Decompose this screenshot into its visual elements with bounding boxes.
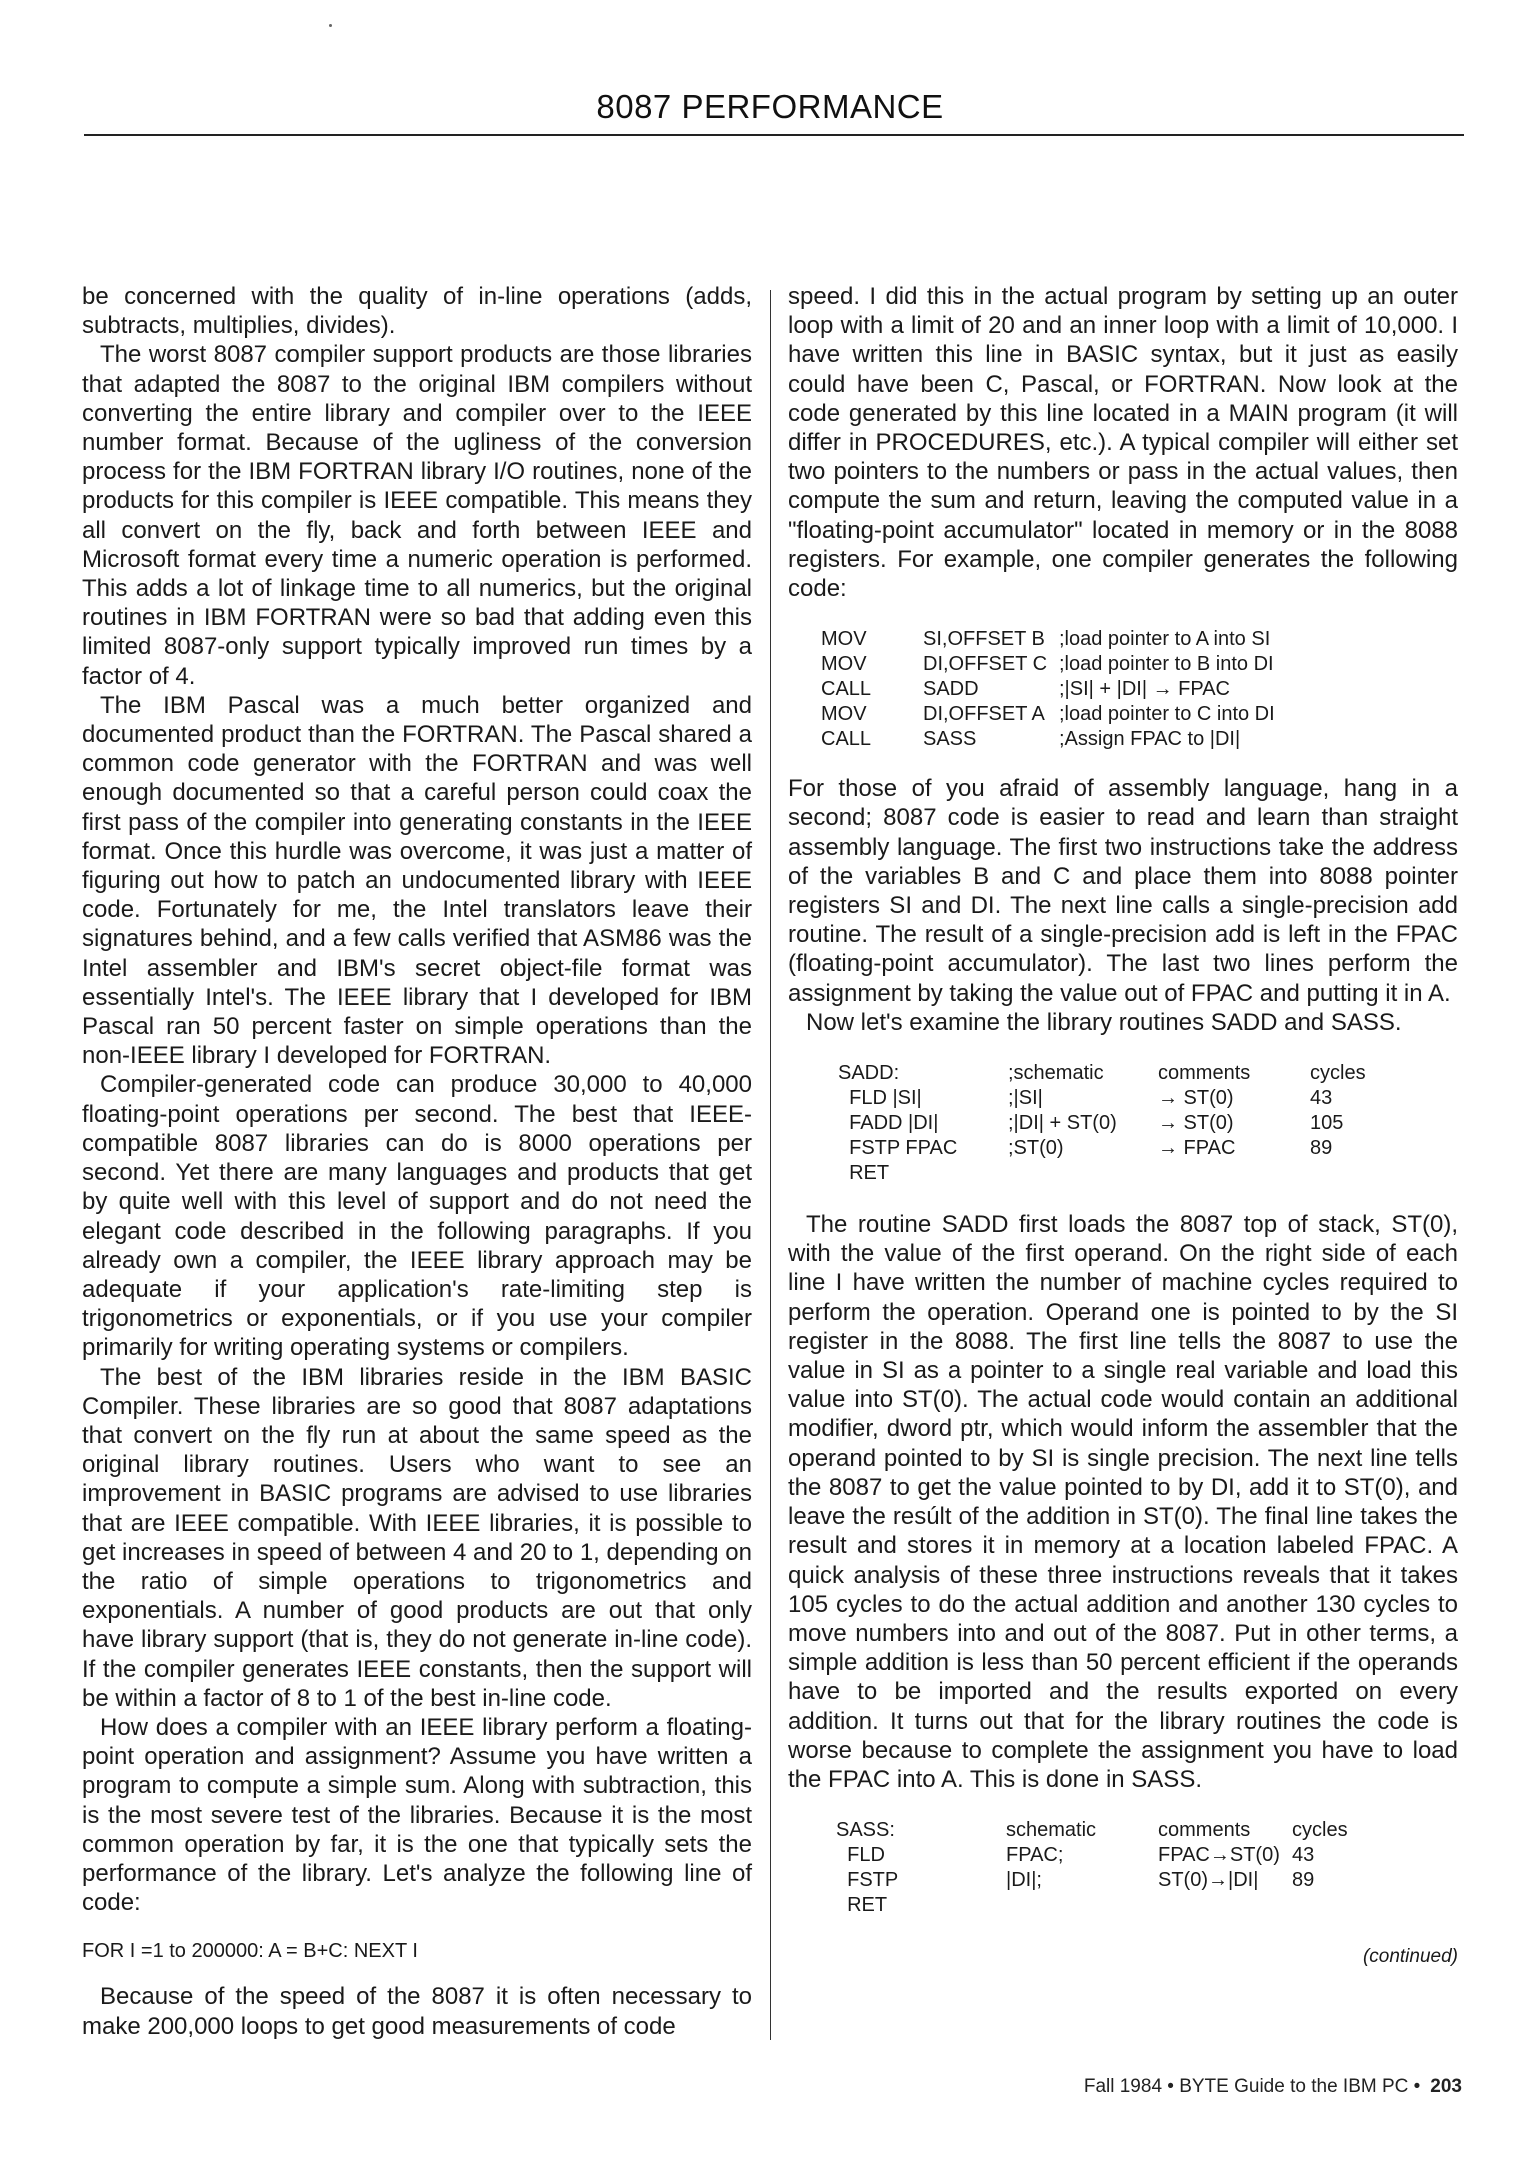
page-number: 203 xyxy=(1430,2076,1462,2097)
footer-text: Fall 1984 • BYTE Guide to the IBM PC • xyxy=(1083,2076,1421,2097)
table-row: FLD FPAC; FPAC→ST(0) 43 xyxy=(836,1844,1315,1867)
paragraph: The best of the IBM libraries reside in the IBM BASIC Compiler. These libraries are so good that 8087 adaptations that convert on the fly run at about the same speed as the original library routines. Users who want to see an improvement in BASIC programs are advised to use libraries that are IEEE compatible. With IEEE libraries, it is possible to get increases in speed of between 4 and 20 to 1, depending on the ratio of simple operations to trigonometrics and exponentials. A number of good products are out that only have library support (that is, they do not generate in-line code). If the compiler generates IEEE constants, then the support will be within a factor of 8 to 1 of the best in-line code. xyxy=(82,1363,752,1712)
assembly-listing xyxy=(788,627,1458,752)
code-row: MOV DI,OFFSET A ;load pointer to C into DI xyxy=(821,703,1275,726)
table-row: FSTP |DI|; ST(0)→|DI| 89 xyxy=(836,1869,1315,1892)
code-row: MOV SI,OFFSET B ;load pointer to A into SI xyxy=(821,628,1271,651)
paragraph: Compiler-generated code can produce 30,000 to 40,000 floating-point operations per second. The best that IEEE-compatible 8087 libraries can do is 8000 operations per second. Yet there are many languages and products that get by quite well with this level of support and do not need the elegant code described in the following paragraphs. If you already own a compiler, the IEEE library approach may be adequate if your application's rate-limiting step is trigonometrics or exponentials, or if you use your compiler primarily for writing operating systems or compilers. xyxy=(82,1071,752,1362)
table-row: SASS: schematic comments cycles xyxy=(836,1819,1348,1842)
table-row: RET xyxy=(838,1162,890,1185)
sadd-table xyxy=(788,1061,1458,1186)
speck xyxy=(329,24,332,27)
column-divider xyxy=(770,290,771,2040)
left-column xyxy=(82,282,752,2041)
code-line: FOR I =1 to 200000: A = B+C: NEXT I xyxy=(82,1940,418,1963)
paragraph: The routine SADD first loads the 8087 top of stack, ST(0), with the value of the first operand. On the right side of each line I have written the number of machine cycles required to perform the operation. Operand one is pointed to by the SI register in the 8088. The first line tells the 8087 to use the value in SI as a pointer to a single real variable and load this value into ST(0). The actual code would contain an additional modifier, dword ptr, which would inform the assembler that the operand pointed to by SI is single precision. The next line tells the 8087 to get the value pointed to by DI, add it to ST(0), and leave the resúlt of the addition in ST(0). The final line takes the result and stores it in memory at a location labeled FPAC. A quick analysis of these three instructions reveals that it takes 105 cycles to do the actual addition and another 130 cycles to move numbers into and out of the 8087. Put in other terms, a simple addition is less than 50 percent efficient if the operands have to be imported and the results exported on every addition. It turns out that for the library routines the code is worse because to complete the assignment you have to load the FPAC into A. This is done in SASS. xyxy=(788,1211,1458,1793)
table-row: FADD |DI| ;|DI| + ST(0) → ST(0) 105 xyxy=(838,1112,1344,1135)
paragraph: Now let's examine the library routines SADD and SASS. xyxy=(806,1008,1402,1036)
paragraph: The IBM Pascal was a much better organized and documented product than the FORTRAN. The Pascal shared a common code generator with the FORTRAN and was well enough documented so that a careful person could coax the first pass of the compiler into generating constants in the IEEE format. Once this hurdle was overcome, it was just a matter of figuring out how to patch an undocumented library with IEEE code. Fortunately for me, the Intel translators leave their signatures behind, and a few calls verified that ASM86 was the Intel assembler and IBM's secret object-file format was essentially Intel's. The IEEE library that I developed for IBM Pascal ran 50 percent faster on simple operations than the non-IEEE library I developed for FORTRAN. xyxy=(82,691,752,1070)
continued-note: (continued) xyxy=(1362,1946,1458,1968)
sass-table xyxy=(788,1818,1458,1918)
paragraph: For those of you afraid of assembly language, hang in a second; 8087 code is easier to read and learn than straight assembly language. The first two instructions take the address of the variables B and C and place them into 8088 pointer registers SI and DI. The next line calls a single-precision add routine. The result of a single-precision add is left in the FPAC (floating-point accumulator). The last two lines perform the assignment by taking the value out of FPAC and putting it in A. xyxy=(788,775,1458,1007)
right-column xyxy=(788,282,1458,1971)
code-row: CALL SASS ;Assign FPAC to |DI| xyxy=(821,728,1241,751)
paragraph: speed. I did this in the actual program by setting up an outer loop with a limit of 20 and an inner loop with a limit of 10,000. I have written this line in BASIC syntax, but it just as easily could have been C, Pascal, or FORTRAN. Now look at the code generated by this line located in a MAIN program (it will differ in PROCEDURES, etc.). A typical compiler will either set two pointers to the numbers or pass in the actual values, then compute the sum and return, leaving the computed value in a "floating-point accumulator" located in memory or in the 8088 registers. For example, one compiler generates the following code: xyxy=(788,283,1458,603)
table-row: SADD: ;schematic comments cycles xyxy=(838,1062,1366,1085)
paragraph: The worst 8087 compiler support products are those libraries that adapted the 8087 to the original IBM compilers without converting the entire library and compiler over to the IEEE number format. Because of the ugliness of the conversion process for the IBM FORTRAN library I/O routines, none of the products for this compiler is IEEE compatible. This means they all convert on the fly, back and forth between IEEE and Microsoft format every time a numeric operation is performed. This adds a lot of linkage time to all numerics, but the original routines in IBM FORTRAN were so bad that adding even this limited 8087-only support typically improved run times by a factor of 4. xyxy=(82,341,752,690)
table-row: FSTP FPAC ;ST(0) → FPAC 89 xyxy=(838,1137,1333,1160)
paragraph: Because of the speed of the 8087 it is often necessary to make 200,000 loops to get good measurements of code xyxy=(82,1983,752,2040)
code-row: MOV DI,OFFSET C ;load pointer to B into DI xyxy=(821,653,1274,676)
paragraph: be concerned with the quality of in-line operations (adds, subtracts, multiplies, divides). xyxy=(82,283,752,340)
header-rule xyxy=(84,134,1464,136)
page-header-title: 8087 PERFORMANCE xyxy=(596,88,944,125)
code-row: CALL SADD ;|SI| + |DI| → FPAC xyxy=(821,678,1230,701)
page-footer xyxy=(1084,2076,1462,2098)
table-row: RET xyxy=(836,1894,888,1917)
paragraph: How does a compiler with an IEEE library perform a floating-point operation and assignment? Assume you have written a program to compute a simple sum. Along with subtraction, this is the most severe test of the libraries. Because it is the most common operation by far, it is the one that typically sets the performance of the library. Let's analyze the following line of code: xyxy=(82,1713,752,1917)
table-row: FLD |SI| ;|SI| → ST(0) 43 xyxy=(838,1087,1333,1110)
